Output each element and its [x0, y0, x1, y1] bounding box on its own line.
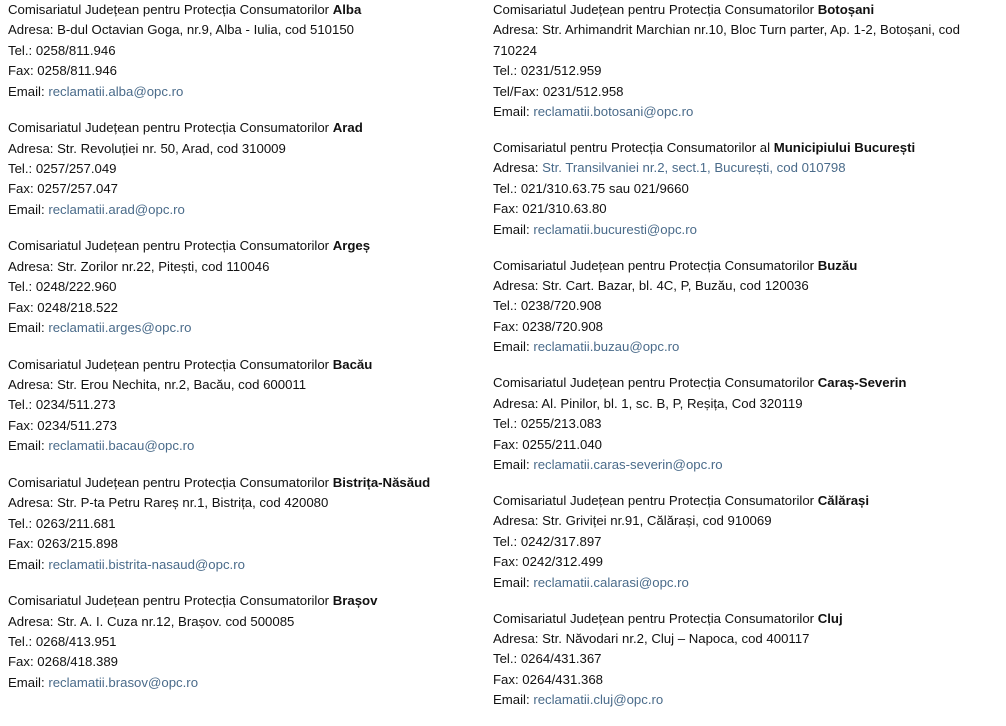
office-fax: Fax: 0268/418.389 — [8, 654, 118, 670]
email-link[interactable]: reclamatii.botosani@opc.ro — [533, 104, 694, 120]
office-address: Adresa: Str. Zorilor nr.22, Pitești, cod 110046 — [8, 258, 270, 274]
office-title: Comisariatul Județean pentru Protecția Consumatorilor Arad — [8, 120, 363, 136]
email-link[interactable]: reclamatii.bucuresti@opc.ro — [533, 221, 697, 237]
office-block-bistrita-nasaud — [8, 473, 486, 575]
office-title: Comisariatul Județean pentru Protecția Consumatorilor Călărași — [493, 492, 870, 508]
office-phone: Tel.: 0263/211.681 — [8, 515, 116, 531]
office-title: Comisariatul Județean pentru Protecția Consumatorilor Botoșani — [493, 2, 875, 17]
office-address: Adresa: Str. Griviței nr.91, Călărași, cod 910069 — [493, 513, 772, 529]
office-address: Adresa: Str. P-ta Petru Rareș nr.1, Bistrița, cod 420080 — [8, 495, 329, 511]
office-title: Comisariatul Județean pentru Protecția Consumatorilor Alba — [8, 2, 362, 17]
office-email: Email: reclamatii.arad@opc.ro — [8, 201, 185, 217]
office-email: Email: reclamatii.bistrita-nasaud@opc.ro — [8, 556, 245, 572]
county-name: Bistrița-Năsăud — [332, 474, 431, 490]
county-name: Caraș-Severin — [817, 375, 907, 391]
left-column — [8, 0, 486, 709]
email-link[interactable]: reclamatii.caras-severin@opc.ro — [533, 456, 723, 472]
office-block-caras-severin — [493, 373, 1006, 475]
email-link[interactable]: reclamatii.buzau@opc.ro — [533, 339, 680, 355]
email-link[interactable]: reclamatii.bistrita-nasaud@opc.ro — [48, 556, 245, 572]
office-address: Adresa: B-dul Octavian Goga, nr.9, Alba - Iulia, cod 510150 — [8, 22, 355, 38]
office-phone: Tel.: 0248/222.960 — [8, 279, 117, 295]
office-title: Comisariatul Județean pentru Protecția Consumatorilor Argeș — [8, 238, 371, 254]
office-fax: Fax: 021/310.63.80 — [493, 201, 607, 217]
office-block-brasov — [8, 591, 486, 693]
office-fax: Fax: 0263/215.898 — [8, 536, 118, 552]
office-phone: Tel.: 0238/720.908 — [493, 298, 602, 314]
email-link[interactable]: reclamatii.bacau@opc.ro — [48, 438, 195, 454]
office-block-calarasi — [493, 491, 1006, 593]
county-name: Argeș — [332, 238, 371, 254]
office-address: Adresa: Str. Erou Nechita, nr.2, Bacău, cod 600011 — [8, 377, 307, 393]
office-fax: Fax: 0242/312.499 — [493, 554, 603, 570]
office-title: Comisariatul Județean pentru Protecția Consumatorilor Bacău — [8, 356, 373, 372]
county-name: Alba — [332, 2, 362, 17]
office-block-botosani — [493, 0, 1006, 122]
email-link[interactable]: reclamatii.cluj@opc.ro — [533, 692, 664, 708]
office-email: Email: reclamatii.brasov@opc.ro — [8, 674, 199, 690]
email-link[interactable]: reclamatii.arges@opc.ro — [48, 320, 192, 336]
office-email: Email: reclamatii.cluj@opc.ro — [493, 692, 664, 708]
office-block-alba — [8, 0, 486, 102]
office-address: Adresa: Str. Cart. Bazar, bl. 4C, P, Buzău, cod 120036 — [493, 278, 809, 294]
office-phone: Tel.: 0242/317.897 — [493, 533, 602, 549]
county-name: Călărași — [817, 492, 870, 508]
office-email: Email: reclamatii.caras-severin@opc.ro — [493, 456, 723, 472]
office-title: Comisariatul Județean pentru Protecția Consumatorilor Cluj — [493, 610, 843, 626]
county-name: Buzău — [817, 257, 858, 273]
office-phone: Tel.: 0255/213.083 — [493, 416, 602, 432]
office-fax: Fax: 0258/811.946 — [8, 63, 118, 79]
office-phone: Tel.: 0258/811.946 — [8, 42, 116, 58]
county-name: Bacău — [332, 356, 373, 372]
office-block-bucuresti — [493, 138, 1006, 240]
county-name: Arad — [332, 120, 363, 136]
office-email: Email: reclamatii.bucuresti@opc.ro — [493, 221, 697, 237]
office-email: Email: reclamatii.arges@opc.ro — [8, 320, 192, 336]
county-name: Municipiului București — [773, 140, 916, 156]
office-fax: Fax: 0238/720.908 — [493, 318, 603, 334]
office-title: Comisariatul pentru Protecția Consumatorilor al Municipiului București — [493, 140, 916, 156]
email-link[interactable]: reclamatii.alba@opc.ro — [48, 83, 184, 99]
office-address: Adresa: Al. Pinilor, bl. 1, sc. B, P, Reșița, Cod 320119 — [493, 395, 803, 411]
office-phone: Tel.: 0268/413.951 — [8, 633, 117, 649]
office-address: Adresa: Str. Revoluției nr. 50, Arad, cod 310009 — [8, 140, 286, 156]
office-fax: Fax: 0257/257.047 — [8, 181, 118, 197]
office-fax: Fax: 0234/511.273 — [8, 417, 118, 433]
office-address: Adresa: Str. Transilvaniei nr.2, sect.1, București, cod 010798 — [493, 160, 846, 176]
office-block-cluj — [493, 609, 1006, 711]
county-name: Brașov — [332, 593, 378, 609]
office-email: Email: reclamatii.calarasi@opc.ro — [493, 574, 689, 590]
office-phone: Tel.: 0231/512.959 — [493, 63, 602, 79]
office-email: Email: reclamatii.botosani@opc.ro — [493, 104, 694, 120]
office-block-arges — [8, 236, 486, 338]
email-link[interactable]: reclamatii.brasov@opc.ro — [48, 674, 199, 690]
office-fax: Fax: 0264/431.368 — [493, 671, 603, 687]
office-phone: Tel.: 0264/431.367 — [493, 651, 602, 667]
office-email: Email: reclamatii.alba@opc.ro — [8, 83, 184, 99]
office-block-bacau — [8, 355, 486, 457]
office-title: Comisariatul Județean pentru Protecția Consumatorilor Buzău — [493, 257, 858, 273]
county-name: Cluj — [817, 610, 843, 626]
address-link[interactable]: Str. Transilvaniei nr.2, sect.1, București, cod 010798 — [542, 160, 846, 176]
office-address: Adresa: Str. Năvodari nr.2, Cluj – Napoca, cod 400117 — [493, 630, 810, 646]
office-phone: Tel.: 0234/511.273 — [8, 397, 116, 413]
office-address: Adresa: Str. A. I. Cuza nr.12, Brașov. cod 500085 — [8, 613, 295, 629]
office-phone: Tel.: 021/310.63.75 sau 021/9660 — [493, 180, 689, 196]
office-email: Email: reclamatii.bacau@opc.ro — [8, 438, 195, 454]
office-title: Comisariatul Județean pentru Protecția Consumatorilor Caraș-Severin — [493, 375, 907, 391]
office-fax: Tel/Fax: 0231/512.958 — [493, 83, 624, 99]
office-fax: Fax: 0248/218.522 — [8, 299, 118, 315]
email-link[interactable]: reclamatii.arad@opc.ro — [48, 201, 185, 217]
office-block-arad — [8, 118, 486, 220]
right-column — [493, 0, 1006, 726]
office-address: Adresa: Str. Arhimandrit Marchian nr.10, Bloc Turn parter, Ap. 1-2, Botoșani, cod 710224 — [493, 22, 960, 58]
office-title: Comisariatul Județean pentru Protecția Consumatorilor Bistrița-Năsăud — [8, 474, 431, 490]
office-fax: Fax: 0255/211.040 — [493, 436, 603, 452]
office-phone: Tel.: 0257/257.049 — [8, 161, 117, 177]
office-email: Email: reclamatii.buzau@opc.ro — [493, 339, 680, 355]
county-name: Botoșani — [817, 2, 875, 17]
office-title: Comisariatul Județean pentru Protecția Consumatorilor Brașov — [8, 593, 378, 609]
email-link[interactable]: reclamatii.calarasi@opc.ro — [533, 574, 689, 590]
office-block-buzau — [493, 256, 1006, 358]
